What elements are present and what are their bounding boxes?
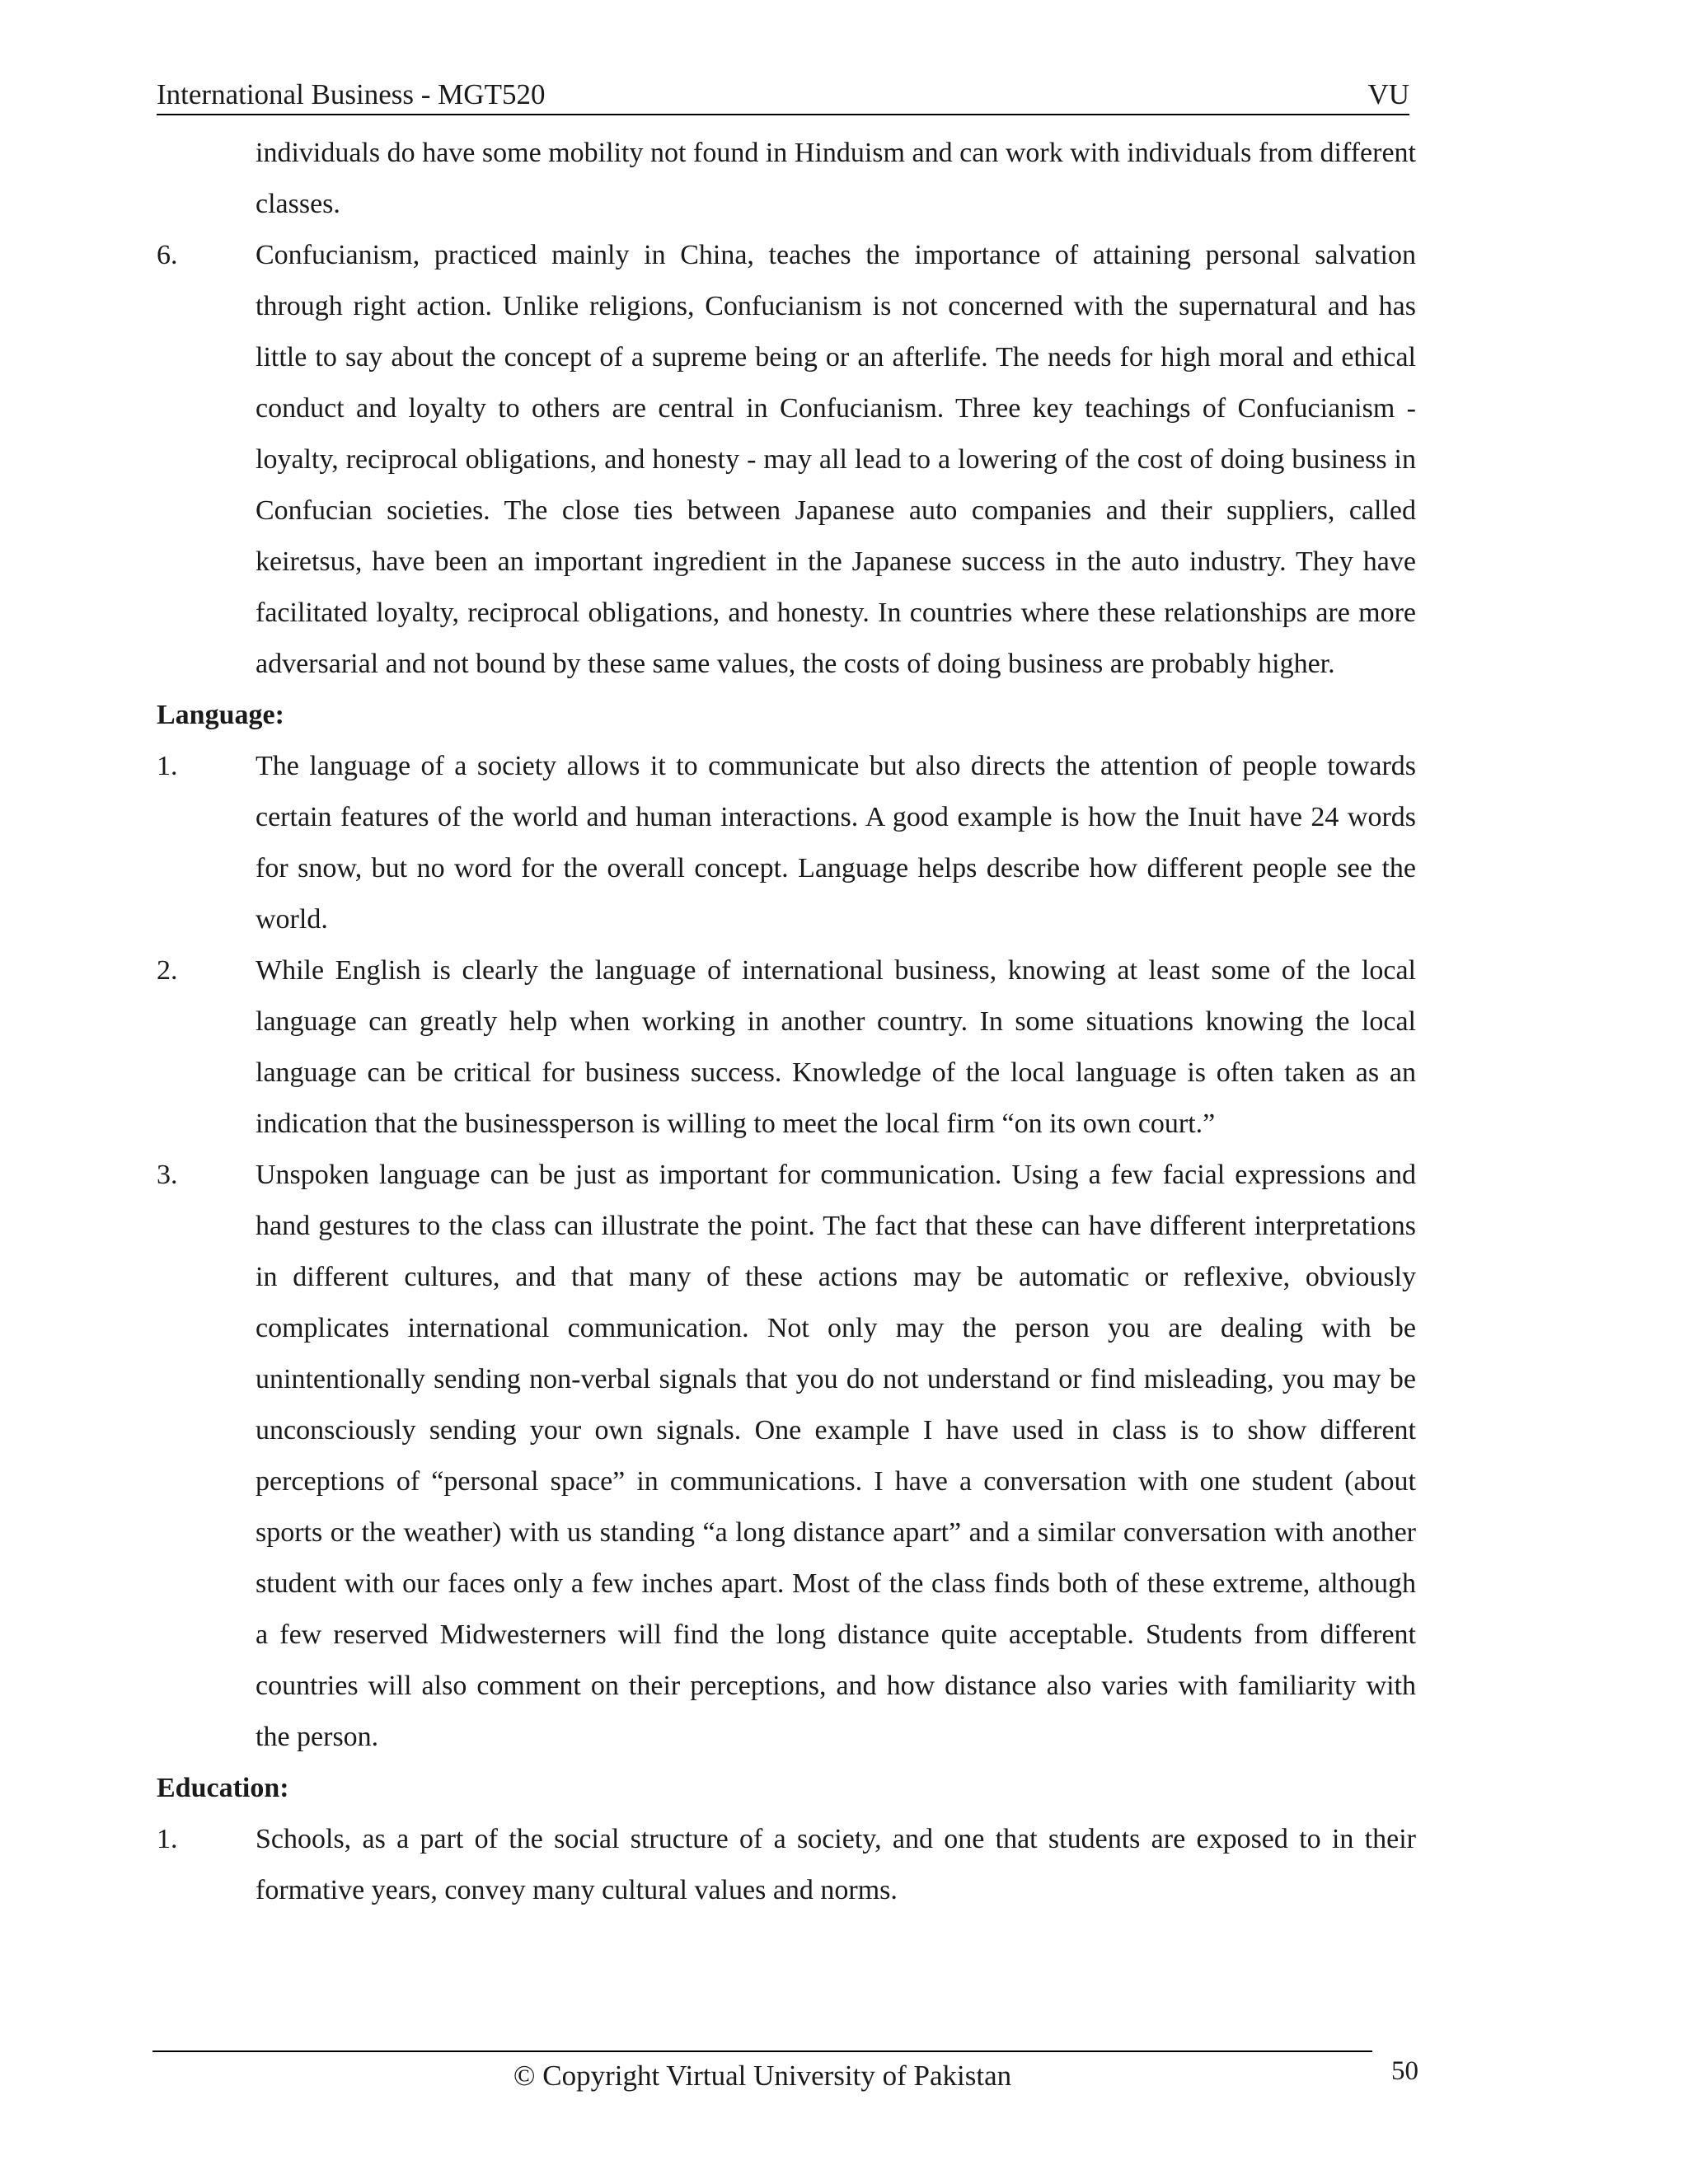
list-number: 1. xyxy=(157,751,178,781)
list-item-text: Schools, as a part of the social structure of a society, and one that students are exposed to in their formative years, convey many cultural values and norms. xyxy=(256,1824,1416,1905)
list-item-text: While English is clearly the language of international business, knowing at least some of the local language can greatly help when working in another country. In some situations knowing the local language can be critical for business success. Knowledge of the local language is often taken as an indication that the businessperson is willing to meet the local firm “on its own court.” xyxy=(256,955,1416,1139)
list-item xyxy=(157,1814,1416,1916)
list-item xyxy=(157,1150,1416,1763)
list-number: 3. xyxy=(157,1160,178,1190)
section-heading-language: Language: xyxy=(157,700,284,730)
list-item-text: Confucianism, practiced mainly in China, teaches the importance of attaining personal salvation through right action. Unlike religions, Confucianism is not concerned with the supernatural and has little to say about the concept of a supreme being or an afterlife. The needs for high moral and ethical conduct and loyalty to others are central in Confucianism. Three key teachings of Confucianism - loyalty, reciprocal obligations, and honesty - may all lead to a lowering of the cost of doing business in Confucian societies. The close ties between Japanese auto companies and their suppliers, called keiretsus, have been an important ingredient in the Japanese success in the auto industry. They have facilitated loyalty, reciprocal obligations, and honesty. In countries where these relationships are more adversarial and not bound by these same values, the costs of doing business are probably higher. xyxy=(256,240,1416,679)
footer-divider xyxy=(152,2050,1372,2052)
list-item xyxy=(157,741,1416,945)
university-abbreviation: VU xyxy=(1367,78,1409,110)
list-item-text: The language of a society allows it to communicate but also directs the attention of people towards certain features of the world and human interactions. A good example is how the Inuit have 24 words for snow, but no word for the overall concept. Language helps describe how different people see the world. xyxy=(256,751,1416,935)
document-body xyxy=(157,128,1416,1916)
continued-paragraph: individuals do have some mobility not found in Hinduism and can work with individuals from different classes. xyxy=(256,138,1416,219)
section-heading-education: Education: xyxy=(157,1773,289,1803)
page-number: 50 xyxy=(1391,2056,1418,2086)
list-number: 6. xyxy=(157,240,178,270)
list-item xyxy=(157,230,1416,690)
list-item-text: Unspoken language can be just as important for communication. Using a few facial expressions and hand gestures to the class can illustrate the point. The fact that these can have different interpretations in different cultures, and that many of these actions may be automatic or reflexive, obviously complicates international communication. Not only may the person you are dealing with be unintentionally sending non-verbal signals that you do not understand or find misleading, you may be unconsciously sending your own signals. One example I have used in class is to show different perceptions of “personal space” in communications. I have a conversation with one student (about sports or the weather) with us standing “a long distance apart” and a similar conversation with another student with our faces only a few inches apart. Most of the class finds both of these extreme, although a few reserved Midwesterners will find the long distance quite acceptable. Students from different countries will also comment on their perceptions, and how distance also varies with familiarity with the person. xyxy=(256,1160,1416,1752)
list-number: 2. xyxy=(157,955,178,986)
list-number: 1. xyxy=(157,1824,178,1854)
list-item xyxy=(157,945,1416,1150)
page-header xyxy=(157,76,1409,115)
copyright-notice: © Copyright Virtual University of Pakistan xyxy=(513,2060,1012,2092)
course-title: International Business - MGT520 xyxy=(157,78,546,110)
